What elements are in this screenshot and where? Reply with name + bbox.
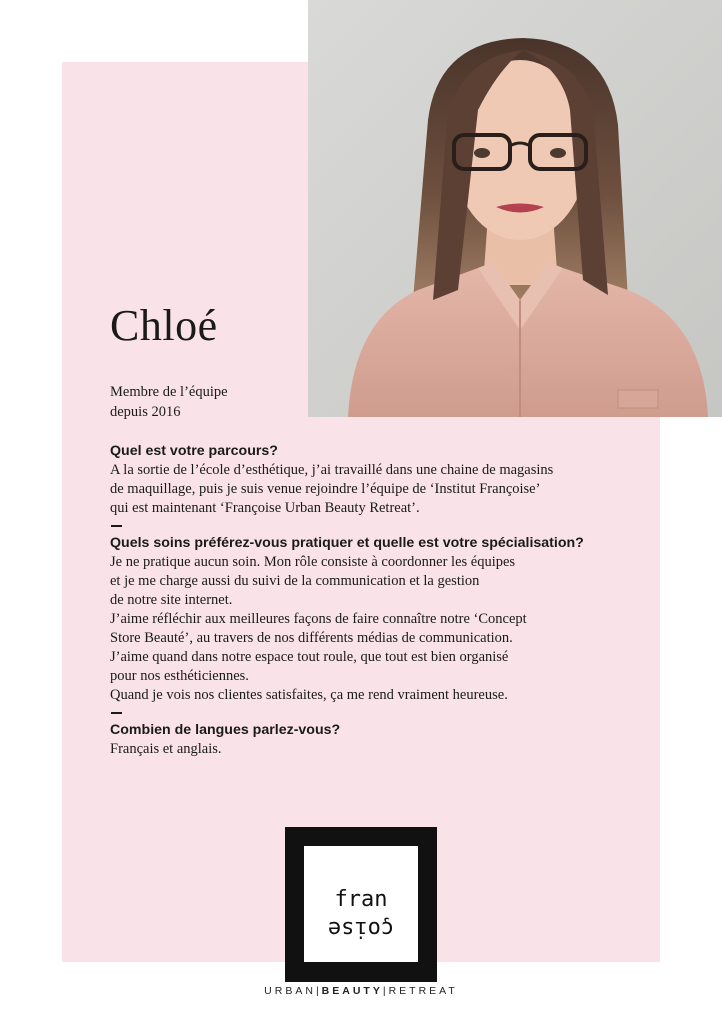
question-heading: Quel est votre parcours? xyxy=(110,443,278,459)
tagline-beauty: BEAUTY xyxy=(321,985,383,997)
answer-text xyxy=(110,461,650,518)
membership-info xyxy=(110,382,228,422)
question-heading: Combien de langues parlez-vous? xyxy=(110,722,341,738)
answer-text xyxy=(110,553,650,705)
brand-tagline xyxy=(0,985,722,997)
answer-text xyxy=(110,740,650,759)
answer-line: Store Beauté’, au travers de nos différents médias de communication. xyxy=(110,630,513,646)
portrait-photo xyxy=(308,0,722,417)
answer-line: Français et anglais. xyxy=(110,741,222,757)
answer-line: A la sortie de l’école d’esthétique, j’ai travaillé dans une chaine de magasins xyxy=(110,462,554,478)
brand-logo xyxy=(285,827,437,982)
answer-line: Je ne pratique aucun soin. Mon rôle consiste à coordonner les équipes xyxy=(110,554,516,570)
answer-line: de notre site internet. xyxy=(110,592,233,608)
tagline-separator: | xyxy=(382,985,389,997)
interview-content xyxy=(110,442,650,759)
section-langues xyxy=(110,721,650,759)
section-parcours xyxy=(110,442,650,518)
answer-line: J’aime quand dans notre espace tout roule, que tout est bien organisé xyxy=(110,649,509,665)
answer-line: pour nos esthéticiennes. xyxy=(110,668,249,684)
section-divider xyxy=(111,712,122,714)
logo-bottom-text: çoise xyxy=(327,916,395,941)
person-name: Chloé xyxy=(110,301,218,350)
tagline-retreat: RETREAT xyxy=(388,985,458,997)
question-heading: Quels soins préférez-vous pratiquer et quelle est votre spécialisation? xyxy=(110,535,584,551)
answer-line: J’aime réfléchir aux meilleures façons de faire connaître notre ‘Concept xyxy=(110,611,527,627)
tagline-urban: URBAN xyxy=(264,985,316,997)
logo-top-text: fran xyxy=(334,887,388,912)
section-specialisation xyxy=(110,534,650,705)
logo-inner-square xyxy=(304,846,418,962)
tagline-separator: | xyxy=(315,985,322,997)
answer-line: qui est maintenant ‘Françoise Urban Beauty Retreat’. xyxy=(110,500,420,516)
answer-line: et je me charge aussi du suivi de la communication et la gestion xyxy=(110,573,480,589)
answer-line: de maquillage, puis je suis venue rejoindre l’équipe de ‘Institut Françoise’ xyxy=(110,481,541,497)
answer-line: Quand je vois nos clientes satisfaites, ça me rend vraiment heureuse. xyxy=(110,687,508,703)
member-line-role: Membre de l’équipe xyxy=(110,384,228,400)
member-line-since: depuis 2016 xyxy=(110,404,181,420)
section-divider xyxy=(111,525,122,527)
